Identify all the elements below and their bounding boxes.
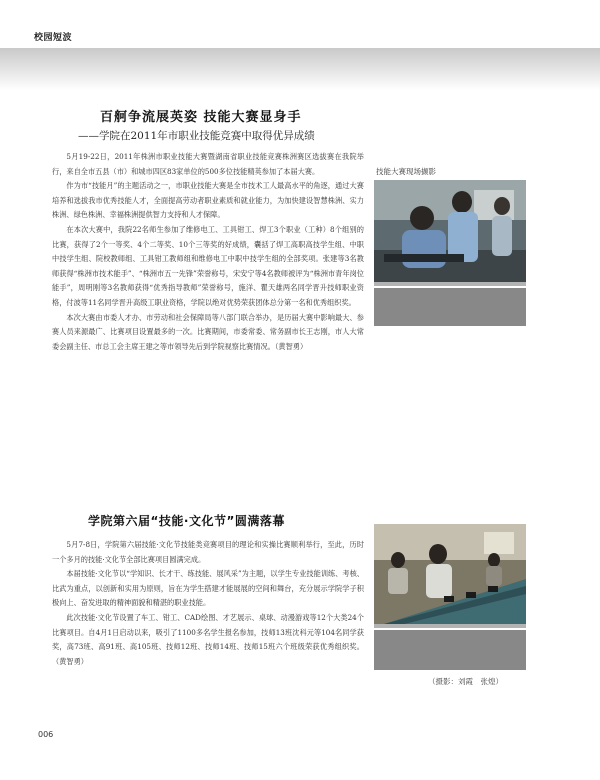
header-band: [0, 48, 600, 90]
article2-paragraph: 5月7-8日，学院第六届技能·文化节技能类竞赛项目的理论和实操比赛顺利举行，至此，历时一个多月的技能·文化节全部比赛项目圆满完成。: [52, 540, 364, 564]
photo1-gray-panel: [374, 288, 526, 326]
article1-title: 百舸争流展英姿 技能大赛显身手: [100, 110, 302, 125]
article2-paragraph: 本届技能·文化节以“学知识、长才干、练技能、展风采”为主题，以学生专业技能训练、考核、比武为重点，以创新和实用为原则，旨在为学生搭建才能展展的空间和舞台，充分展示学院学子积极向上、奋发进取的精神面貌和精湛的职业技能。: [52, 569, 364, 608]
festival-photo: [374, 524, 526, 624]
article1-paragraph: 在本次大赛中，我院22名师生参加了维修电工、工具钳工、焊工3个职业（工种）8个组别的比赛，获得了2个一等奖、4个二等奖、10个三等奖的好成绩，囊括了焊工高职高技学生组、中职中技学生组、院校教师组、工具钳工教师组和维修电工中职中技学生组的全部奖项。张建等3名教师获得“株洲市技术能手”、“株洲市五一先锋”荣誉称号，宋安宁等4名教师被评为“株洲市青年岗位能手”，周明刚等3名教师获得“优秀指导教师”荣誉称号，施洋、瞿天雄两名同学晋升技师职业资格，付波等11名同学晋升高级工职业资格，学院以绝对优势荣获团体总分第一名和优秀组织奖。: [52, 224, 364, 307]
article1-paragraph: 作为市“技能月”的主题活动之一，市职业技能大赛是全市技术工人最高水平的角逐，通过大赛培养和选拔我市优秀技能人才，全面提高劳动者职业素质和就业能力，为加快建设智慧株洲、实力株洲、绿色株洲、幸福株洲提供智力支持和人才保障。: [52, 181, 364, 220]
article1-body: [52, 150, 364, 354]
photo2-gray-panel: [374, 630, 526, 670]
classroom-photo-illustration: [374, 524, 526, 624]
photo2-gray-strip: [374, 624, 526, 628]
article2-body: [52, 538, 364, 669]
competition-photo: [374, 180, 526, 282]
article1-paragraph: 5月19-22日，2011年株洲市职业技能大赛暨湖南省职业技能竞赛株洲赛区选拔赛在我院举行，来自全市五县（市）和城市四区83家单位的500多位技能精英参加了本届大赛。: [52, 152, 364, 176]
article2-title: 学院第六届“技能·文化节”圆满落幕: [88, 514, 285, 528]
article1-subtitle: ——学院在2011年市职业技能竞赛中取得优异成绩: [78, 130, 315, 142]
page-number: 006: [38, 730, 54, 739]
photo-credit: （摄影：刘霞 张煌）: [428, 677, 503, 686]
photo1-gray-strip: [374, 282, 526, 286]
workshop-photo-illustration: [374, 180, 526, 282]
section-label: 校园短波: [34, 33, 73, 43]
photo1-caption: 技能大赛现场撷影: [376, 167, 436, 176]
article2-paragraph: 此次技能·文化节设置了车工、钳工、CAD绘图、才艺展示、桌球、动漫游戏等12个大类24个比赛项目。自4月1日启动以来，吸引了1100多名学生报名参加，技师13班沈科元等104名同学获奖，高73班、高91班、高105班、技师12班、技师14班、技师15班六个班级荣获优秀组织奖。（黄智勇）: [52, 612, 364, 666]
article1-paragraph: 本次大赛由市委人才办、市劳动和社会保障局等八部门联合举办，是历届大赛中影响最大、参赛人员来源最广、比赛项目设置最多的一次。比赛期间，市委常委、常务副市长王志刚，市人大常委会副主任、市总工会主席王建之等市领导先后到学院视察比赛情况。（黄智勇）: [52, 312, 364, 351]
